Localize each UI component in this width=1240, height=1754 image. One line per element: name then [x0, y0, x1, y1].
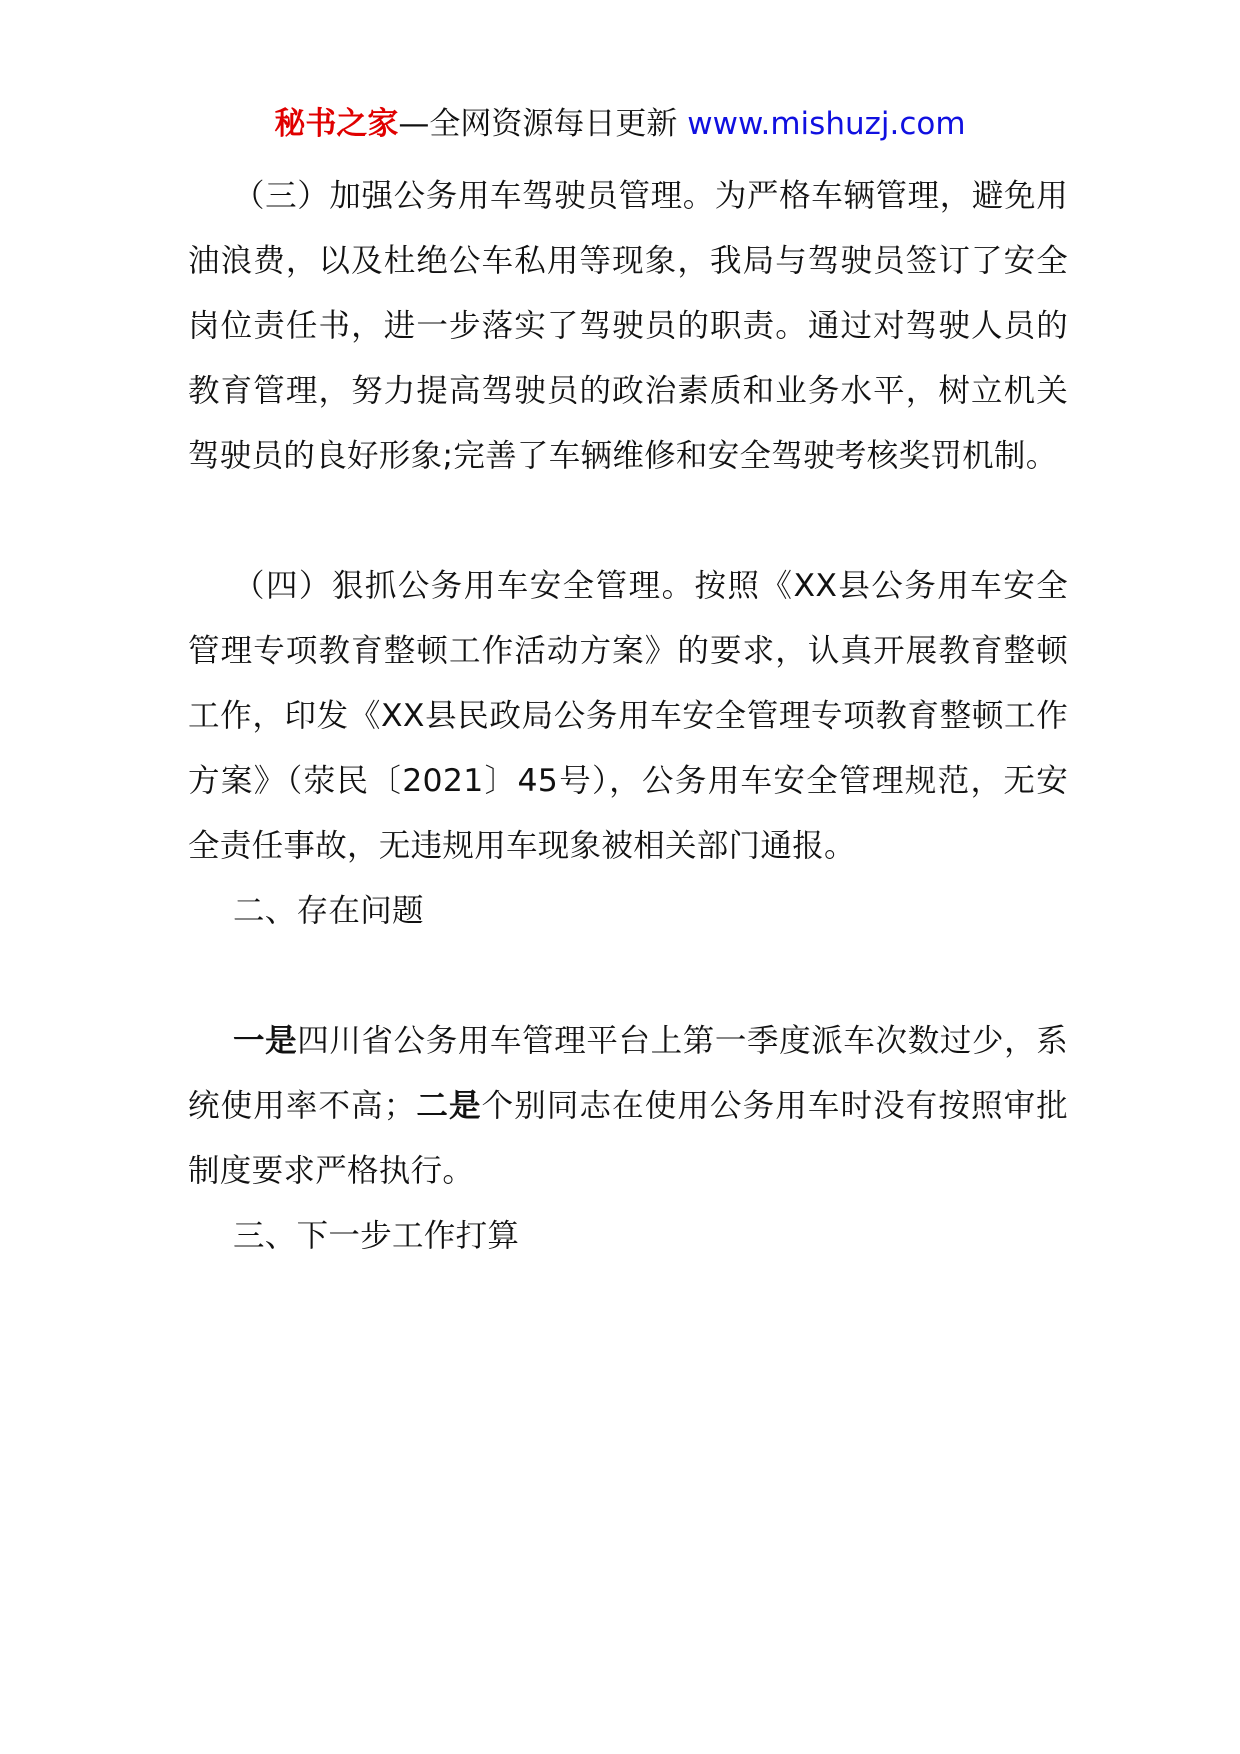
paragraph-problems	[188, 1009, 1068, 1204]
document-body	[188, 164, 1068, 1269]
problem-text-2: 个别同志在使用公务用车时没有按照审批制度要求严格执行。	[188, 1088, 1069, 1189]
problem-text-1: 四川省公务用车管理平台上第一季度派车次数过少，系统使用率不高；	[188, 1023, 1069, 1124]
header-tagline: —全网资源每日更新	[398, 106, 688, 142]
paragraph-safety-management: （四）狠抓公务用车安全管理。按照《XX县公务用车安全管理专项教育整顿工作活动方案》的要求，认真开展教育整顿工作，印发《XX县民政局公务用车安全管理专项教育整顿工作方案》（荥民〔2021〕45号），公务用车安全管理规范，无安全责任事故，无违规用车现象被相关部门通报。	[188, 568, 1068, 864]
brand-name: 秘书之家	[274, 106, 399, 142]
paragraph-driver-management: （三）加强公务用车驾驶员管理。为严格车辆管理，避免用油浪费，以及杜绝公车私用等现象，我局与驾驶员签订了安全岗位责任书，进一步落实了驾驶员的职责。通过对驾驶人员的教育管理，努力提高驾驶员的政治素质和业务水平，树立机关驾驶员的良好形象;完善了车辆维修和安全驾驶考核奖罚机制。	[188, 178, 1068, 474]
problem-lead-2: 二是	[415, 1088, 482, 1124]
section-heading-problems: 二、存在问题	[233, 893, 424, 929]
problem-lead-1: 一是	[233, 1023, 298, 1059]
site-url[interactable]: www.mishuzj.com	[687, 106, 966, 142]
site-header	[0, 102, 1240, 146]
section-heading-next-steps: 三、下一步工作打算	[233, 1218, 520, 1254]
